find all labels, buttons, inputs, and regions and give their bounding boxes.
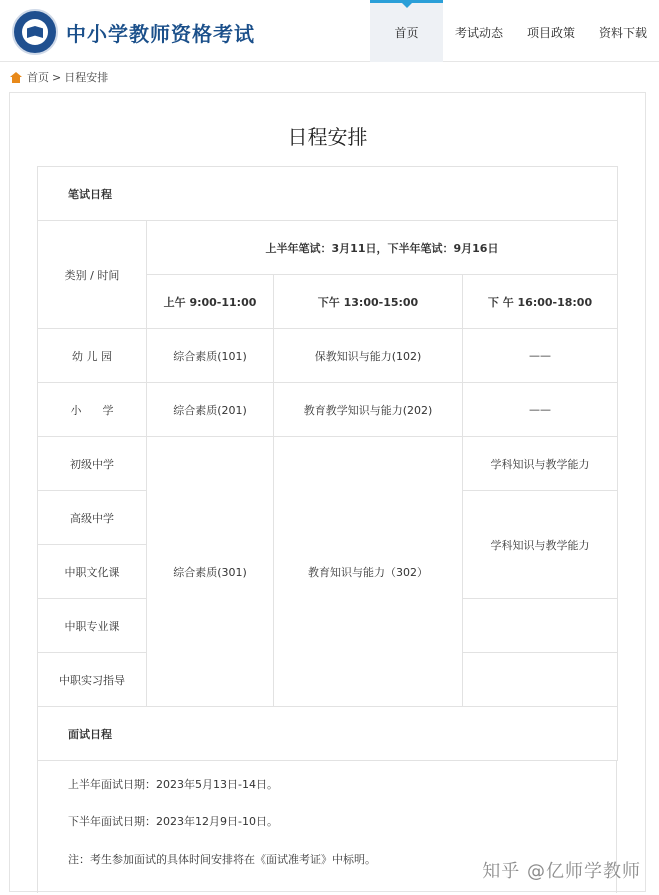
category-header: 类别 / 时间 (38, 221, 147, 329)
cell-afternoon: 保教知识与能力(102) (274, 329, 463, 383)
written-dates-header: 上半年笔试：3月11日，下半年笔试：9月16日 (147, 221, 618, 275)
nav-item-exam-news[interactable]: 考试动态 (454, 26, 503, 40)
nav-item-downloads[interactable]: 资料下载 (598, 26, 647, 40)
table-row (38, 329, 618, 383)
category-junior-high: 初级中学 (38, 437, 147, 491)
cell-evening: —— (463, 383, 618, 437)
interview-section-title: 面试日程 (38, 707, 618, 761)
content-panel (9, 92, 646, 892)
cell-morning: 综合素质(101) (147, 329, 274, 383)
interview-note: 注：考生参加面试的具体时间安排将在《面试准考证》中标明。 (68, 853, 376, 866)
main-nav (370, 0, 659, 62)
page-title: 日程安排 (287, 125, 368, 149)
nav-item-policy[interactable]: 项目政策 (526, 26, 575, 40)
home-icon (10, 72, 22, 83)
breadcrumb-current: 日程安排 (64, 71, 109, 84)
interview-first-half: 上半年面试日期：2023年5月13日-14日。 (68, 778, 278, 791)
category-senior-high: 高级中学 (38, 491, 147, 545)
breadcrumb-home[interactable]: 首页 (27, 71, 49, 84)
category-primary: 小 学 (38, 383, 147, 437)
empty-cell (463, 599, 618, 653)
secondary-afternoon-cell: 教育知识与能力（302） (274, 437, 463, 707)
table-row (38, 437, 618, 491)
time-slot-morning: 上午 9:00-11:00 (147, 275, 274, 329)
senior-vocational-evening-cell: 学科知识与教学能力 (463, 491, 618, 599)
category-vocational-professional: 中职专业课 (38, 599, 147, 653)
category-kindergarten: 幼 儿 园 (38, 329, 147, 383)
cell-evening: —— (463, 329, 618, 383)
time-slot-evening: 下 午 16:00-18:00 (463, 275, 618, 329)
written-schedule-table (37, 166, 618, 761)
interview-second-half: 下半年面试日期：2023年12月9日-10日。 (68, 815, 278, 828)
written-section-title: 笔试日程 (38, 167, 618, 221)
secondary-morning-cell: 综合素质(301) (147, 437, 274, 707)
breadcrumb (10, 69, 108, 85)
breadcrumb-separator: > (52, 70, 62, 84)
site-brand[interactable]: 中小学教师资格考试 (66, 22, 255, 46)
category-vocational-practice: 中职实习指导 (38, 653, 147, 707)
table-row (38, 383, 618, 437)
junior-high-evening-cell: 学科知识与教学能力 (463, 437, 618, 491)
time-slot-afternoon: 下午 13:00-15:00 (274, 275, 463, 329)
nav-item-home[interactable]: 首页 (370, 0, 443, 62)
site-logo-icon[interactable] (12, 9, 58, 55)
cell-afternoon: 教育教学知识与能力(202) (274, 383, 463, 437)
cell-morning: 综合素质(201) (147, 383, 274, 437)
site-header (0, 0, 659, 62)
empty-cell (463, 653, 618, 707)
watermark: 知乎 @亿师学教师 (482, 861, 641, 882)
category-vocational-culture: 中职文化课 (38, 545, 147, 599)
